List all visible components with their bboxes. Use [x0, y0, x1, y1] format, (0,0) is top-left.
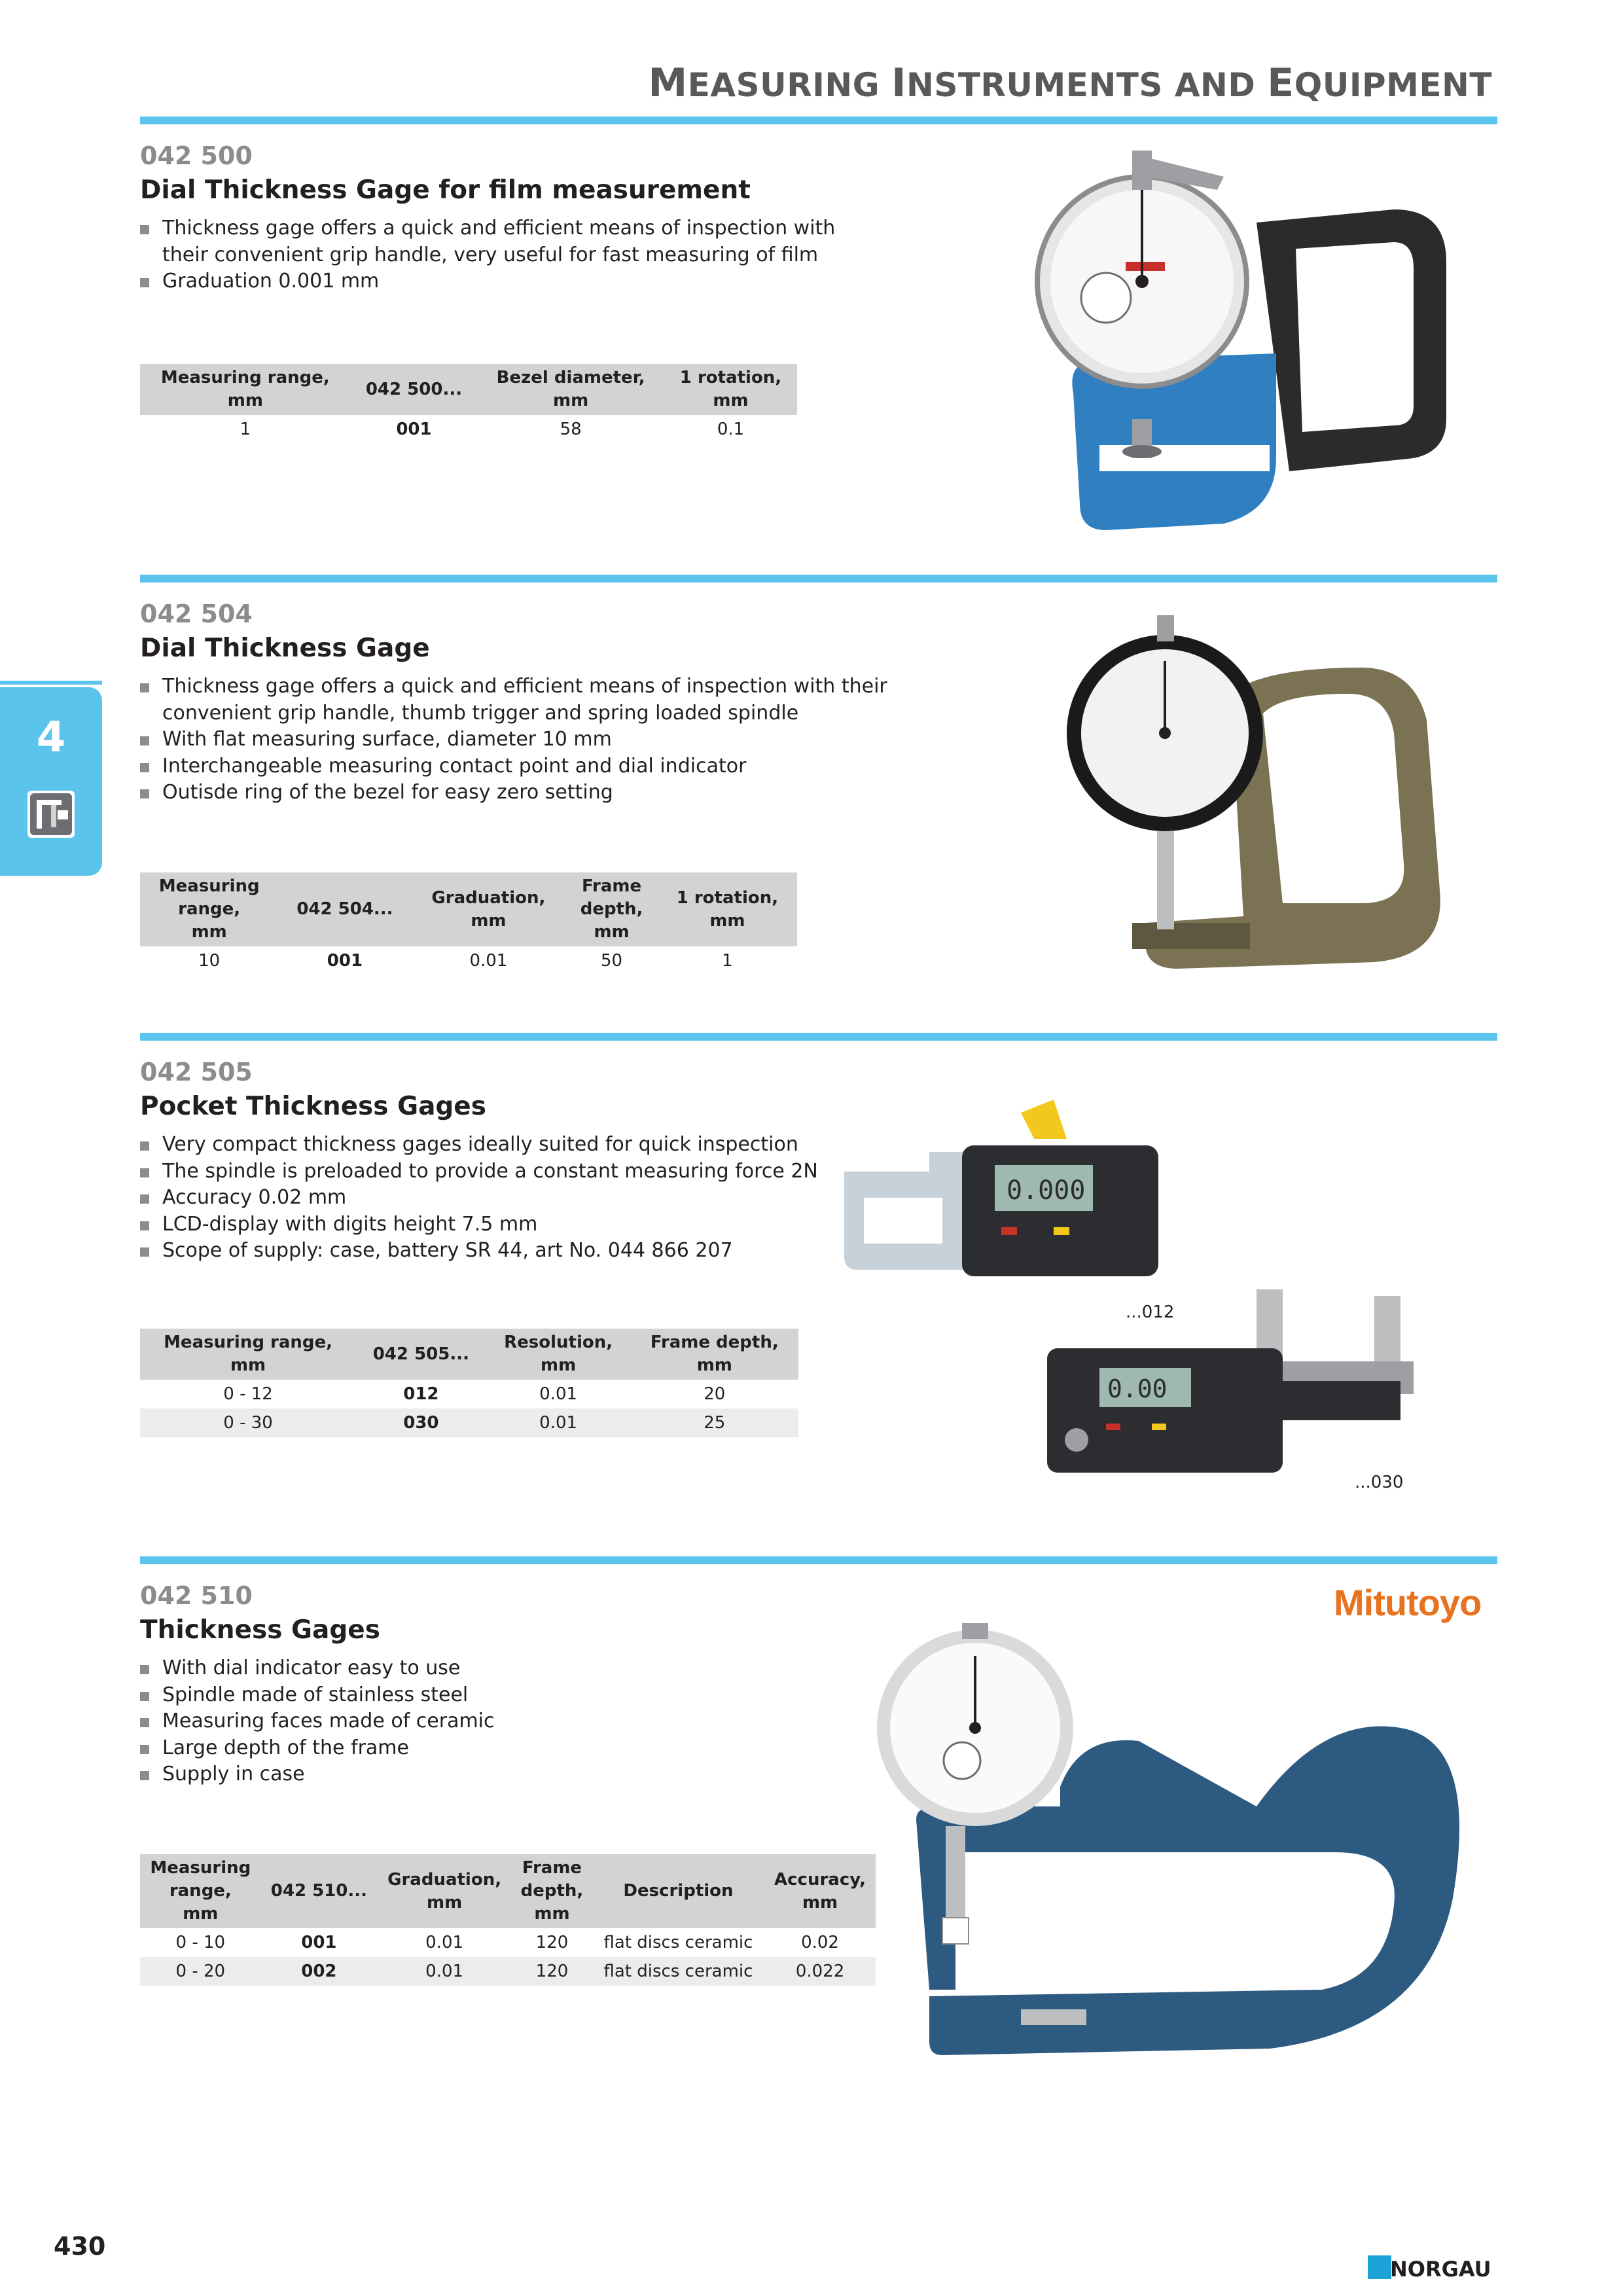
chapter-number: 4 [36, 713, 66, 762]
svg-text:0.000: 0.000 [1007, 1175, 1086, 1206]
feature-list [140, 1655, 495, 1788]
section-rule [140, 1556, 1497, 1564]
col-header: 042 500... [351, 364, 478, 415]
feature-item: Large depth of the frame [140, 1735, 495, 1762]
section-rule [140, 1033, 1497, 1041]
col-header: 042 505... [356, 1329, 486, 1380]
table-cell: 0 - 20 [140, 1957, 261, 1986]
mitutoyo-logo: Mitutoyo [1334, 1582, 1482, 1623]
feature-item: Measuring faces made of ceramic [140, 1708, 495, 1735]
table-row [140, 1957, 876, 1986]
chapter-tab-line [0, 681, 102, 685]
table-cell: 0.022 [764, 1957, 876, 1986]
product-title: Dial Thickness Gage for film measurement [140, 175, 751, 205]
article-number: 042 504 [140, 600, 253, 628]
article-number: 042 500 [140, 141, 253, 170]
section-rule [140, 575, 1497, 583]
feature-item: With dial indicator easy to use [140, 1655, 495, 1682]
table-cell: 0.02 [801, 1933, 839, 1952]
table-cell: 0.01 [486, 1408, 631, 1437]
table-cell: 001 [396, 420, 432, 439]
col-header: Measuring range, mm [140, 364, 351, 415]
table-cell: 25 [631, 1408, 798, 1437]
feature-item: Scope of supply: case, battery SR 44, art No. 044 866 207 [140, 1238, 818, 1265]
table-cell: 50 [601, 951, 623, 971]
image-caption: ...012 [1126, 1302, 1175, 1322]
feature-item: The spindle is preloaded to provide a constant measuring force 2N [140, 1158, 818, 1185]
table-row [140, 415, 797, 444]
table-cell: flat discs ceramic [592, 1957, 764, 1986]
table-cell: 58 [560, 420, 582, 439]
col-header: Measuring range, mm [140, 872, 278, 946]
col-header: Resolution, mm [486, 1329, 631, 1380]
product-title: Pocket Thickness Gages [140, 1092, 486, 1121]
table-cell: 1 [240, 420, 251, 439]
table-cell: 0.01 [425, 1933, 464, 1952]
page-number: 430 [54, 2232, 106, 2261]
col-header: 042 510... [261, 1854, 378, 1928]
col-header: Measuring range, mm [140, 1329, 356, 1380]
table-cell: 0 - 12 [223, 1384, 273, 1404]
col-header: Graduation, mm [377, 1854, 512, 1928]
feature-list [140, 1132, 818, 1265]
table-cell: 0 - 10 [175, 1933, 226, 1952]
feature-list [140, 215, 835, 295]
feature-item: Outisde ring of the bezel for easy zero setting [140, 780, 887, 806]
table-cell: 0.01 [377, 1957, 512, 1986]
table-cell: 001 [301, 1933, 337, 1952]
feature-item-continuation: their convenient grip handle, very useful for fast measuring of film [162, 243, 819, 266]
table-cell: 030 [356, 1408, 486, 1437]
col-header: 1 rotation, mm [664, 364, 797, 415]
spec-table [140, 364, 797, 444]
feature-item: Supply in case [140, 1761, 495, 1788]
svg-text:0.00: 0.00 [1107, 1374, 1168, 1403]
table-cell: 0 - 30 [140, 1408, 356, 1437]
feature-item: Thickness gage offers a quick and efficient means of inspection with [140, 215, 835, 242]
col-header: Frame depth, mm [512, 1854, 592, 1928]
product-image-pocket-gage-030 [1041, 1283, 1433, 1479]
table-cell: 0.01 [469, 951, 508, 971]
col-header: Description [592, 1854, 764, 1928]
table-cell: 001 [327, 951, 363, 971]
feature-item-continuation: convenient grip handle, thumb trigger and spring loaded spindle [162, 701, 799, 725]
spec-table [140, 872, 797, 975]
col-header: Measuring range, mm [140, 1854, 261, 1928]
article-number: 042 510 [140, 1581, 253, 1610]
table-cell: 0.01 [539, 1384, 578, 1404]
product-title: Thickness Gages [140, 1615, 380, 1645]
caliper-icon [27, 791, 75, 838]
feature-item: With flat measuring surface, diameter 10 mm [140, 726, 887, 753]
table-cell: 0.1 [717, 420, 745, 439]
product-image-thickness-gage-mitutoyo [864, 1623, 1479, 2068]
norgau-logo-text: NORGAU [1390, 2257, 1491, 2282]
product-image-pocket-gage-012 [838, 1100, 1178, 1289]
col-header: Frame depth, mm [565, 872, 658, 946]
table-cell: 012 [403, 1384, 439, 1404]
table-row [140, 1380, 798, 1408]
norgau-logo-square [1368, 2255, 1391, 2279]
feature-item: Graduation 0.001 mm [140, 268, 835, 295]
col-header: Bezel diameter, mm [477, 364, 664, 415]
page-header-title: MEASURING INSTRUMENTS AND EQUIPMENT [648, 60, 1492, 106]
feature-item: Spindle made of stainless steel [140, 1682, 495, 1709]
spec-table [140, 1854, 876, 1986]
image-caption: ...030 [1355, 1473, 1404, 1492]
product-image-dial-thickness-gage [1047, 615, 1466, 982]
feature-item: Thickness gage offers a quick and efficient means of inspection with their [140, 673, 887, 700]
table-row [140, 946, 797, 975]
feature-item: Very compact thickness gages ideally suited for quick inspection [140, 1132, 818, 1158]
feature-list [140, 673, 887, 806]
table-cell: 20 [704, 1384, 726, 1404]
feature-item: LCD-display with digits height 7.5 mm [140, 1211, 818, 1238]
feature-item: Interchangeable measuring contact point and dial indicator [140, 753, 887, 780]
table-cell: flat discs ceramic [603, 1933, 753, 1952]
col-header: Accuracy, mm [764, 1854, 876, 1928]
header-rule [140, 117, 1497, 124]
table-cell: 1 [722, 951, 733, 971]
product-image-dial-thickness-gage-film [1027, 144, 1486, 543]
article-number: 042 505 [140, 1058, 253, 1086]
col-header: Graduation, mm [412, 872, 566, 946]
table-row [140, 1408, 798, 1437]
col-header: 042 504... [278, 872, 411, 946]
spec-table [140, 1329, 798, 1437]
col-header: Frame depth, mm [631, 1329, 798, 1380]
product-title: Dial Thickness Gage [140, 634, 430, 663]
table-cell: 120 [512, 1957, 592, 1986]
table-cell: 10 [198, 951, 221, 971]
feature-item: Accuracy 0.02 mm [140, 1185, 818, 1211]
table-cell: 002 [261, 1957, 378, 1986]
col-header: 1 rotation, mm [658, 872, 797, 946]
table-row [140, 1928, 876, 1957]
table-cell: 120 [535, 1933, 569, 1952]
